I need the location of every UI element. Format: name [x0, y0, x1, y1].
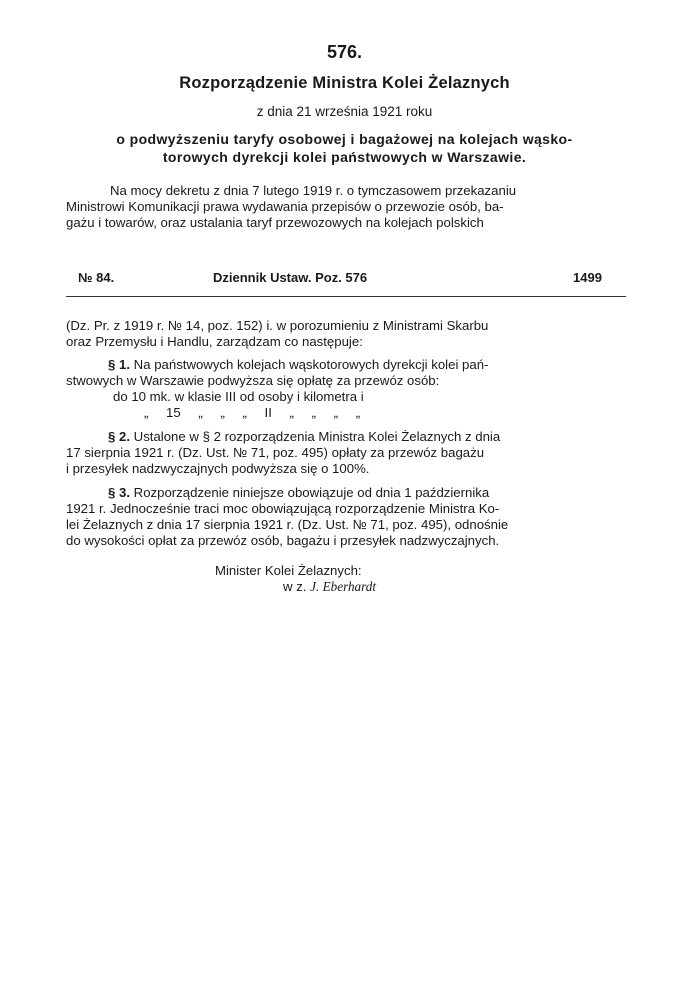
document-date: z dnia 21 września 1921 roku	[256, 104, 433, 119]
preamble-line-1: Na mocy dekretu z dnia 7 lutego 1919 r. o tymczasowem przekazaniu	[110, 183, 517, 198]
section-1-line-2: stwowych w Warszawie podwyższa się opłatę za przewóz osób:	[66, 373, 440, 388]
section-2-label: § 2.	[108, 429, 130, 444]
subject-line-2: torowych dyrekcji kolei państwowych w Warszawie.	[162, 149, 527, 165]
section-3-line-4: do wysokości opłat za przewóz osób, bagażu i przesyłek nadzwyczajnych.	[66, 533, 500, 548]
section-2-line-3: i przesyłek nadzwyczajnych podwyższa się o 100%.	[66, 461, 370, 476]
page-header	[78, 270, 618, 290]
section-3-label: § 3.	[108, 485, 130, 500]
signature-name: J. Eberhardt	[310, 579, 377, 594]
section-1-text-1: Na państwowych kolejach wąskotorowych dyrekcji kolei pań-	[133, 357, 489, 372]
signature-prefix: w z.	[283, 579, 307, 594]
section-1-line-3: do 10 mk. w klasie III od osoby i kilometra i	[113, 389, 364, 404]
subject-line-1: o podwyższeniu taryfy osobowej i bagażowej na kolejach wąsko-	[116, 131, 573, 147]
preamble-line-3: gażu i towarów, oraz ustalania taryf przewozowych na kolejach polskich	[66, 215, 484, 230]
body-line-2: oraz Przemysłu i Handlu, zarządzam co następuje:	[66, 334, 363, 349]
section-3-text-1: Rozporządzenie niniejsze obowiązuje od dnia 1 października	[133, 485, 490, 500]
document-title: Rozporządzenie Ministra Kolei Żelaznych	[179, 74, 510, 92]
section-2-line-1	[108, 429, 500, 444]
section-1-line-1	[108, 357, 488, 372]
section-2-line-2: 17 sierpnia 1921 r. (Dz. Ust. № 71, poz. 495) opłaty za przewóz bagażu	[66, 445, 485, 460]
section-3-line-1	[108, 485, 489, 500]
body-line-1: (Dz. Pr. z 1919 r. № 14, poz. 152) i. w porozumieniu z Ministrami Skarbu	[66, 318, 489, 333]
section-2-text-1: Ustalone w § 2 rozporządzenia Ministra Kolei Żelaznych z dnia	[133, 429, 501, 444]
section-3-line-2: 1921 r. Jednocześnie traci moc obowiązującą rozporządzenie Ministra Ko-	[66, 501, 500, 516]
issue-number: № 84.	[78, 270, 115, 285]
journal-reference: Dziennik Ustaw. Poz. 576	[213, 270, 368, 285]
document-subject	[0, 130, 689, 166]
section-1-label: § 1.	[108, 357, 130, 372]
signature-line	[283, 579, 376, 595]
signature-role: Minister Kolei Żelaznych:	[215, 563, 362, 578]
section-1-line-4: „ 15 „ „ „ II „ „ „ „	[144, 405, 361, 420]
document-number: 576.	[326, 42, 363, 62]
preamble-line-2: Ministrowi Komunikacji prawa wydawania przepisów o przewozie osób, ba-	[66, 199, 504, 214]
page-number: 1499	[573, 270, 602, 285]
section-3-line-3: lei Żelaznych z dnia 17 sierpnia 1921 r. (Dz. Ust. № 71, poz. 495), odnośnie	[66, 517, 509, 532]
header-divider	[66, 296, 626, 297]
